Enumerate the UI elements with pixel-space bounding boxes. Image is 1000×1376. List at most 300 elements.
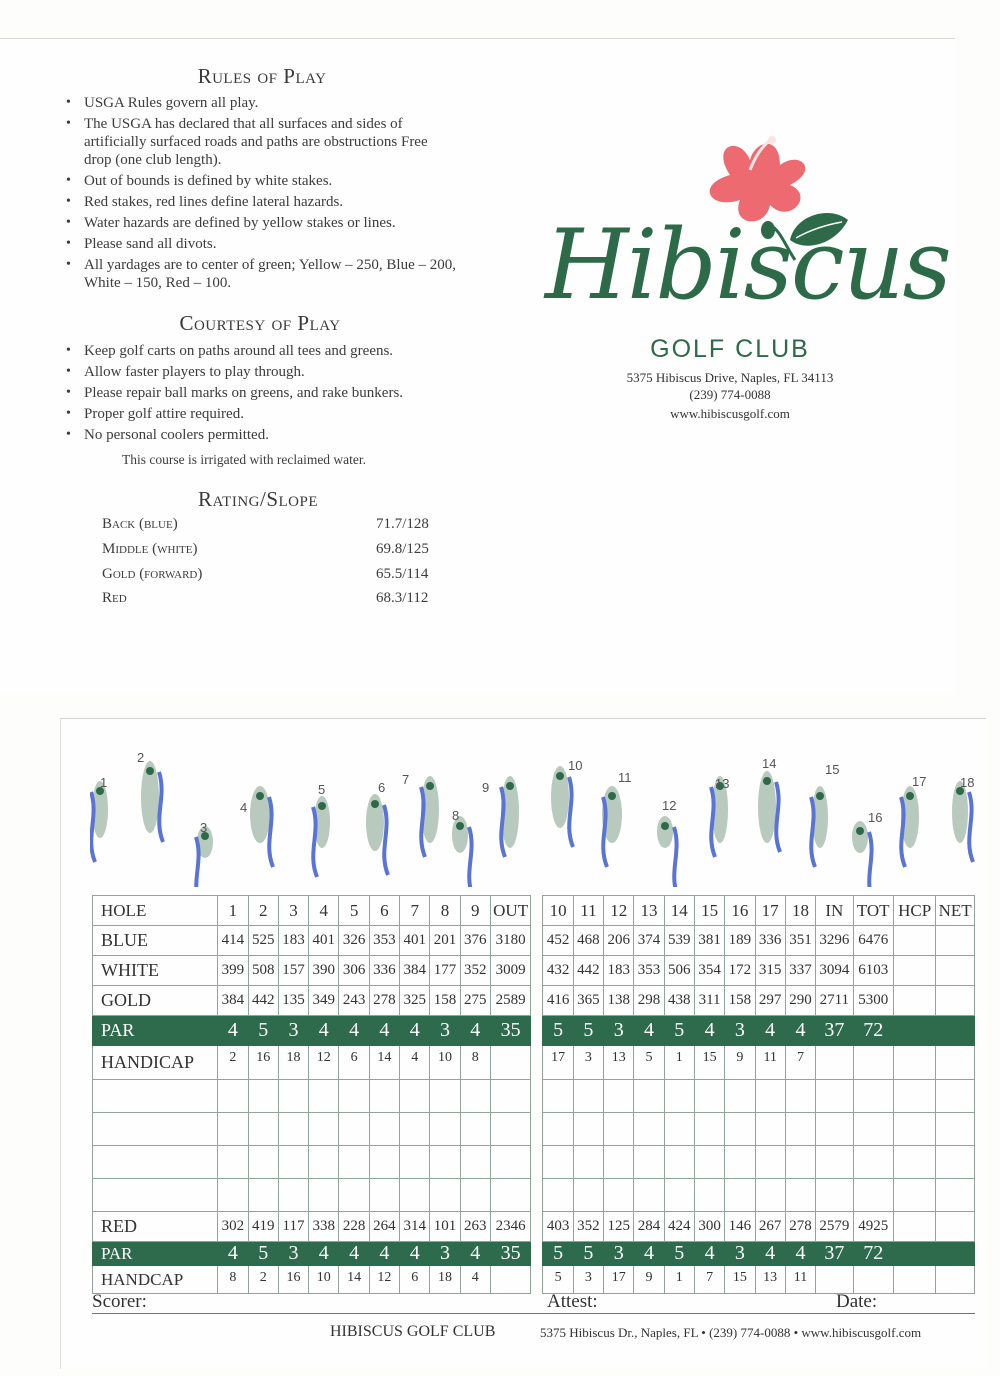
score-cell: 11 [573,896,603,926]
score-cell [936,1242,975,1266]
score-cell: 352 [573,1212,603,1242]
tee-name: Back (blue) [102,516,178,532]
score-cell: 125 [604,1212,634,1242]
score-cell: 72 [853,1016,893,1046]
hole-number-label: 18 [960,775,975,790]
score-cell: 5 [543,1266,573,1294]
score-input-cell[interactable] [785,1080,815,1113]
score-cell: 15 [694,896,724,926]
water-hazard [776,782,780,852]
score-cell: 4 [218,1242,248,1266]
score-input-cell[interactable] [278,1179,308,1212]
score-input-cell[interactable] [490,1146,530,1179]
score-input-cell[interactable] [490,1113,530,1146]
score-input-cell[interactable] [785,1179,815,1212]
score-cell: 5 [573,1016,603,1046]
score-input-cell[interactable] [278,1113,308,1146]
score-input-cell[interactable] [634,1146,664,1179]
score-cell: 381 [694,926,724,956]
score-cell: 306 [339,956,369,986]
score-input-cell[interactable] [755,1179,785,1212]
score-cell: 4 [694,1016,724,1046]
score-cell: 17 [604,1266,634,1294]
score-cell [893,926,935,956]
score-input-cell[interactable] [694,1146,724,1179]
rules-list [66,94,456,295]
score-input-cell[interactable] [604,1179,634,1212]
score-cell: 3 [430,1016,460,1046]
score-cell: 11 [785,1266,815,1294]
score-input-cell[interactable] [248,1113,278,1146]
score-cell: 432 [543,956,573,986]
rating-row [102,516,442,538]
row-label: HOLE [93,896,218,926]
score-cell: 325 [400,986,430,1016]
green-marker [456,822,464,830]
score-cell: 13 [604,1046,634,1080]
attest-label: Attest: [547,1291,598,1312]
hole-number-label: 16 [868,810,883,825]
score-cell: 376 [460,926,490,956]
score-input-cell[interactable] [218,1080,248,1113]
footer-club-name: HIBISCUS GOLF CLUB [330,1323,496,1340]
courtesy-title: Courtesy of Play [179,311,341,335]
score-cell: 4 [218,1016,248,1046]
score-cell: 12 [369,1266,399,1294]
score-cell: 3 [725,1016,755,1046]
score-cell: 8 [218,1266,248,1294]
score-cell: 3 [604,1016,634,1046]
green-marker [763,777,771,785]
club-address: 5375 Hibiscus Drive, Naples, FL 34113 [626,370,834,385]
rule-item: • All yardages are to center of green; Yellow – 250, Blue – 200, White – 150, Red – 100. [66,256,456,292]
score-cell: 353 [369,926,399,956]
score-input-cell[interactable] [218,1146,248,1179]
score-cell: 4 [755,1016,785,1046]
score-input-cell[interactable] [400,1179,430,1212]
hole-number-label: 14 [762,756,777,771]
score-cell: 354 [694,956,724,986]
score-cell [936,986,975,1016]
green-marker [816,792,824,800]
score-input-cell[interactable] [490,1179,530,1212]
score-cell [936,956,975,986]
score-input-cell[interactable] [573,1080,603,1113]
water-hazard [313,807,317,877]
score-input-cell[interactable] [400,1080,430,1113]
courtesy-item: • Keep golf carts on paths around all tees and greens. [66,342,466,360]
score-input-cell[interactable] [573,1113,603,1146]
rule-item: • The USGA has declared that all surfaces and sides of artificially surfaced roads and paths are obstructions Free drop (one club length). [66,115,456,169]
score-cell: 11 [755,1046,785,1080]
score-cell: 5 [248,1016,278,1046]
score-input-cell[interactable] [430,1080,460,1113]
score-input-cell[interactable] [893,1146,935,1179]
score-input-cell[interactable] [339,1146,369,1179]
rule-item: • Red stakes, red lines define lateral hazards. [66,193,456,211]
score-cell: 3 [573,1266,603,1294]
score-cell: 4 [460,1016,490,1046]
score-cell: 365 [573,986,603,1016]
score-cell [936,926,975,956]
score-cell: 3 [278,1242,308,1266]
score-cell: 13 [755,1266,785,1294]
score-input-cell[interactable] [725,1146,755,1179]
hole-number-label: 6 [378,780,386,795]
row-label: PAR [93,1242,218,1266]
score-cell: 264 [369,1212,399,1242]
irrigation-note: This course is irrigated with reclaimed water. [122,452,367,467]
score-input-cell[interactable] [339,1113,369,1146]
score-cell: 336 [369,956,399,986]
score-cell [893,1016,935,1046]
score-input-cell[interactable] [755,1113,785,1146]
score-cell: 4 [785,1242,815,1266]
score-input-cell[interactable] [369,1080,399,1113]
score-cell: 158 [430,986,460,1016]
score-input-cell[interactable] [218,1179,248,1212]
score-cell: 18 [430,1266,460,1294]
score-cell: 17 [543,1046,573,1080]
hole-number-label: 7 [402,772,410,787]
row-label: GOLD [93,986,218,1016]
score-cell: 10 [309,1266,339,1294]
score-input-cell[interactable] [339,1080,369,1113]
score-input-cell[interactable] [278,1146,308,1179]
score-cell: 4 [369,1242,399,1266]
score-cell: 263 [460,1212,490,1242]
score-input-cell[interactable] [543,1113,573,1146]
hole-number-label: 8 [452,808,460,823]
score-input-cell[interactable] [309,1113,339,1146]
score-cell: 7 [400,896,430,926]
score-cell: 6103 [853,956,893,986]
table-gap [531,1080,543,1113]
hole-number-label: 1 [100,775,108,790]
score-cell: 508 [248,956,278,986]
score-input-cell[interactable] [664,1179,694,1212]
rating-title: Rating/Slope [197,487,318,511]
score-input-cell[interactable] [936,1146,975,1179]
courtesy-item: • Allow faster players to play through. [66,363,466,381]
score-cell: 424 [664,1212,694,1242]
score-cell: 2589 [490,986,530,1016]
score-input-cell[interactable] [248,1179,278,1212]
score-input-cell[interactable] [369,1113,399,1146]
rating-row [102,541,442,563]
score-input-cell[interactable] [460,1179,490,1212]
score-cell: 146 [725,1212,755,1242]
score-input-cell[interactable] [369,1146,399,1179]
score-input-cell[interactable] [604,1113,634,1146]
table-gap [531,896,543,926]
score-cell: 4 [460,1242,490,1266]
score-cell [490,1266,530,1294]
score-cell: 201 [430,926,460,956]
score-cell: 3094 [816,956,853,986]
fairway-shape [852,821,868,853]
score-cell: 4 [309,1016,339,1046]
gold-tee-row [93,986,975,1016]
score-input-cell[interactable] [853,1179,893,1212]
score-input-cell[interactable] [893,1179,935,1212]
score-cell: 5 [339,896,369,926]
green-marker [506,782,514,790]
player-name-cell[interactable] [93,1179,218,1212]
score-input-cell[interactable] [490,1080,530,1113]
water-hazard [869,832,873,887]
score-cell: 16 [278,1266,308,1294]
score-cell: 6 [400,1266,430,1294]
score-input-cell[interactable] [543,1080,573,1113]
score-cell [936,1016,975,1046]
score-input-cell[interactable] [664,1113,694,1146]
score-entry-row [93,1179,975,1212]
score-cell: 5 [664,1016,694,1046]
score-cell: 4 [339,1016,369,1046]
score-cell [893,956,935,986]
score-cell [853,1266,893,1294]
score-input-cell[interactable] [694,1179,724,1212]
score-input-cell[interactable] [248,1080,278,1113]
score-cell: 35 [490,1016,530,1046]
hole-number-label: 12 [662,798,677,813]
rating-value: 69.8/125 [376,541,429,557]
table-gap [531,1179,543,1212]
club-phone: (239) 774-0088 [689,387,771,402]
score-cell: 311 [694,986,724,1016]
score-cell [936,1046,975,1080]
score-cell: 3009 [490,956,530,986]
score-input-cell[interactable] [725,1179,755,1212]
scorer-label: Scorer: [92,1291,147,1312]
water-hazard [269,797,273,867]
score-input-cell[interactable] [694,1080,724,1113]
score-cell: 101 [430,1212,460,1242]
hole-number-label: 15 [825,762,840,777]
score-cell: 243 [339,986,369,1016]
score-input-cell[interactable] [278,1080,308,1113]
score-input-cell[interactable] [604,1146,634,1179]
blue-tee-row [93,926,975,956]
score-cell [893,1046,935,1080]
score-cell: 4 [400,1046,430,1080]
score-cell: 15 [725,1266,755,1294]
hole-number-label: 3 [200,820,208,835]
score-input-cell[interactable] [604,1080,634,1113]
rating-row [102,566,442,588]
score-input-cell[interactable] [573,1146,603,1179]
score-input-cell[interactable] [816,1179,853,1212]
score-input-cell[interactable] [460,1113,490,1146]
score-cell: 18 [785,896,815,926]
score-cell: 278 [785,1212,815,1242]
hole-number-label: 2 [137,752,145,765]
score-input-cell[interactable] [369,1179,399,1212]
score-input-cell[interactable] [893,1113,935,1146]
score-input-cell[interactable] [853,1146,893,1179]
score-input-cell[interactable] [694,1113,724,1146]
score-cell: 157 [278,956,308,986]
score-cell: TOT [853,896,893,926]
score-cell: 3 [430,1242,460,1266]
score-cell: 14 [339,1266,369,1294]
score-cell: 278 [369,986,399,1016]
rules-title: Rules of Play [197,64,327,88]
player-name-cell[interactable] [93,1113,218,1146]
score-cell: 72 [853,1242,893,1266]
table-gap [531,1242,543,1266]
score-input-cell[interactable] [853,1080,893,1113]
score-input-cell[interactable] [936,1179,975,1212]
score-cell: 8 [460,1046,490,1080]
score-input-cell[interactable] [430,1179,460,1212]
score-cell: 349 [309,986,339,1016]
score-input-cell[interactable] [816,1080,853,1113]
score-cell: 37 [816,1242,853,1266]
tee-name: Gold (forward) [102,566,203,582]
score-cell [936,1266,975,1294]
score-cell: 336 [755,926,785,956]
hole-maps [90,752,985,887]
score-cell: 177 [430,956,460,986]
score-input-cell[interactable] [218,1113,248,1146]
player-name-cell[interactable] [93,1146,218,1179]
score-cell [893,986,935,1016]
score-cell: 6476 [853,926,893,956]
score-cell: 3 [278,1016,308,1046]
score-input-cell[interactable] [816,1113,853,1146]
score-input-cell[interactable] [400,1146,430,1179]
score-input-cell[interactable] [893,1080,935,1113]
score-input-cell[interactable] [936,1080,975,1113]
score-input-cell[interactable] [430,1113,460,1146]
score-cell: 3296 [816,926,853,956]
scorecard-table [92,895,975,1294]
score-cell: 10 [430,1046,460,1080]
score-cell: 1 [218,896,248,926]
score-input-cell[interactable] [725,1113,755,1146]
score-input-cell[interactable] [309,1179,339,1212]
water-hazard [969,792,973,862]
score-input-cell[interactable] [853,1113,893,1146]
score-input-cell[interactable] [755,1080,785,1113]
score-cell: 18 [278,1046,308,1080]
score-input-cell[interactable] [309,1146,339,1179]
score-entry-row [93,1113,975,1146]
row-label: PAR [93,1016,218,1046]
score-cell: 9 [634,1266,664,1294]
score-input-cell[interactable] [725,1080,755,1113]
rating-value: 65.5/114 [376,566,429,582]
score-cell: 117 [278,1212,308,1242]
score-input-cell[interactable] [430,1146,460,1179]
score-cell: HCP [893,896,935,926]
score-input-cell[interactable] [936,1113,975,1146]
score-cell: 452 [543,926,573,956]
score-input-cell[interactable] [664,1146,694,1179]
score-cell: 10 [543,896,573,926]
hole-number-label: 10 [568,758,583,773]
score-cell [893,1212,935,1242]
score-cell: 284 [634,1212,664,1242]
score-cell: 7 [785,1046,815,1080]
club-logo-name: Hibiscus [545,209,950,321]
score-cell: 14 [664,896,694,926]
red-handicap-row [93,1266,975,1294]
score-input-cell[interactable] [785,1113,815,1146]
score-cell: 414 [218,926,248,956]
player-name-cell[interactable] [93,1080,218,1113]
score-cell: 16 [248,1046,278,1080]
score-cell: 4 [339,1242,369,1266]
score-cell: 5 [543,1016,573,1046]
courtesy-item: • No personal coolers permitted. [66,426,466,444]
score-cell: 506 [664,956,694,986]
score-cell: 12 [309,1046,339,1080]
water-hazard [384,805,388,875]
score-cell: 1 [664,1266,694,1294]
score-input-cell[interactable] [816,1146,853,1179]
water-hazard [569,777,573,847]
red-tee-row [93,1212,975,1242]
score-cell: 353 [634,956,664,986]
score-input-cell[interactable] [400,1113,430,1146]
score-input-cell[interactable] [460,1146,490,1179]
table-gap [531,1113,543,1146]
rule-item: • USGA Rules govern all play. [66,94,456,112]
score-cell: 2 [218,1046,248,1080]
score-cell: 3 [278,896,308,926]
score-cell: 390 [309,956,339,986]
score-cell: 17 [755,896,785,926]
green-marker [256,792,264,800]
score-input-cell[interactable] [339,1179,369,1212]
score-input-cell[interactable] [573,1179,603,1212]
score-input-cell[interactable] [248,1146,278,1179]
score-cell: 3 [725,1242,755,1266]
score-input-cell[interactable] [755,1146,785,1179]
score-cell: 4 [755,1242,785,1266]
rating-value: 71.7/128 [376,516,429,532]
score-input-cell[interactable] [543,1146,573,1179]
hole-number-label: 17 [912,774,927,789]
score-cell [936,1212,975,1242]
green-marker [426,782,434,790]
score-cell: 539 [664,926,694,956]
table-gap [531,926,543,956]
score-cell: 403 [543,1212,573,1242]
score-input-cell[interactable] [634,1113,664,1146]
score-input-cell[interactable] [309,1080,339,1113]
table-gap [531,1016,543,1046]
score-input-cell[interactable] [634,1179,664,1212]
score-input-cell[interactable] [664,1080,694,1113]
score-cell: 468 [573,926,603,956]
score-input-cell[interactable] [785,1146,815,1179]
score-cell: 189 [725,926,755,956]
score-input-cell[interactable] [460,1080,490,1113]
score-input-cell[interactable] [634,1080,664,1113]
score-cell: 228 [339,1212,369,1242]
score-cell [893,1242,935,1266]
hole-number-row [93,896,975,926]
rule-item: • Water hazards are defined by yellow stakes or lines. [66,214,456,232]
green-marker [146,767,154,775]
score-cell: 300 [694,1212,724,1242]
score-cell: 4 [694,1242,724,1266]
score-input-cell[interactable] [543,1179,573,1212]
